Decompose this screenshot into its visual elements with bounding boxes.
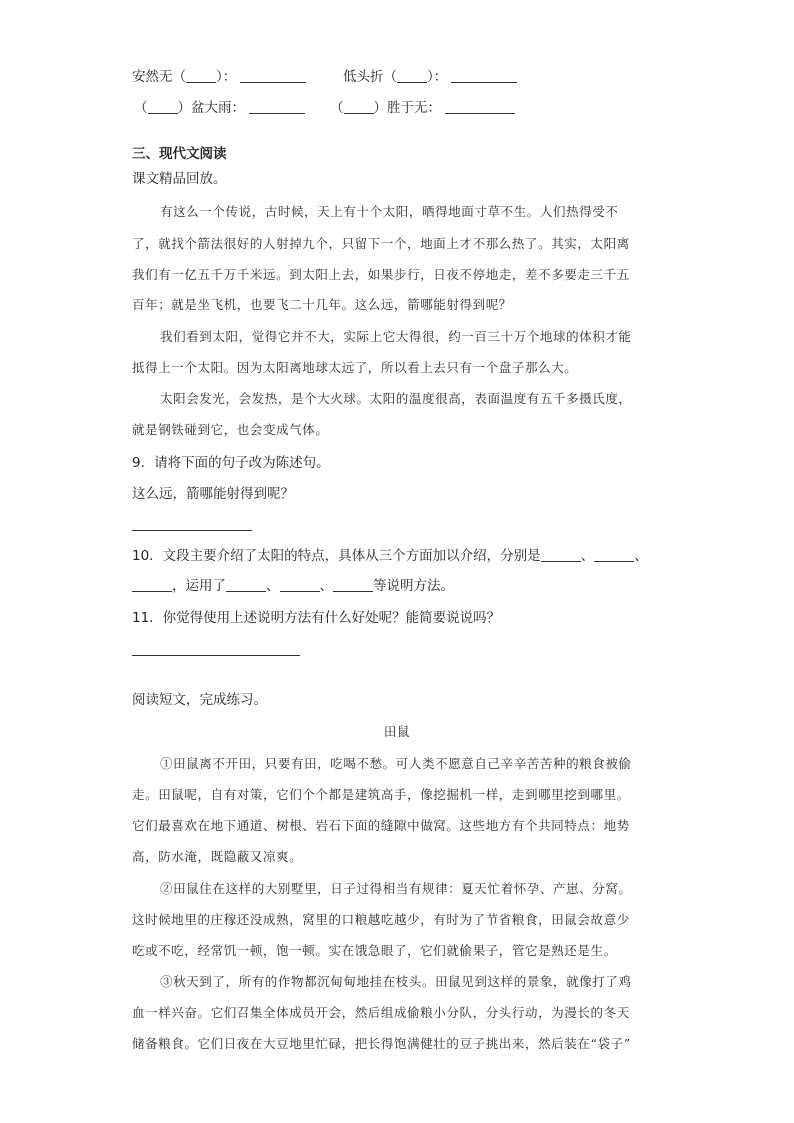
meaning-blank[interactable] — [249, 99, 305, 114]
separator: 、 — [580, 548, 595, 564]
meaning-blank[interactable] — [451, 68, 517, 83]
passage-line: 血一样兴奋。它们召集全体成员开会，然后组成偷粮小分队，分头行动，为漫长的冬天 — [132, 1005, 630, 1020]
passage-line: ①田鼠离不开田，只要有田，吃喝不愁。可人类不愿意自己辛辛苦苦种的粮食被偷 — [160, 756, 632, 771]
question-9-sentence: 这么远，箭哪能射得到呢？ — [132, 486, 294, 502]
question-text: ，运用了 — [172, 578, 226, 594]
passage-line: 我们看到太阳，觉得它并不大，实际上它大得很，约一百三十万个地球的体积才能 — [160, 329, 632, 344]
method-blank-1[interactable] — [226, 577, 266, 592]
question-10-line-1 — [132, 547, 648, 565]
passage-line: 百年；就是坐飞机，也要飞二十几年。这么远，箭哪能射得到呢？ — [132, 297, 512, 312]
passage-line: 我们有一亿五千万千米远。到太阳上去，如果步行，日夜不停地走，差不多要走三千五 — [132, 267, 630, 282]
separator: 、 — [266, 578, 280, 594]
passage-line: 储备粮食。它们日夜在大豆地里忙碌，把长得饱满健壮的豆子挑出来，然后装在“袋子” — [132, 1036, 631, 1051]
passage-line: 高，防水淹，既隐蔽又凉爽。 — [132, 849, 303, 864]
method-blank-2[interactable] — [280, 577, 320, 592]
question-11: 11．你觉得使用上述说明方法有什么好处呢？能简要说说吗？ — [132, 610, 501, 626]
idiom-text: （ — [330, 100, 344, 116]
idiom-text: 低头折（ — [343, 69, 397, 85]
answer-line-9[interactable] — [132, 530, 252, 531]
passage-line: 它们最喜欢在地下通道、树根、岩石下面的缝隙中做窝。这些地方有个共同特点：地势 — [132, 818, 630, 833]
section-intro: 课文精品回放。 — [132, 171, 227, 187]
char-blank[interactable] — [344, 99, 374, 114]
passage-line: 了，就找个箭法很好的人射掉九个，只留下一个，地面上才不那么热了。其实，太阳离 — [132, 236, 630, 251]
passage-line: 就是钢铁碰到它，也会变成气体。 — [132, 422, 329, 437]
passage-line: 抵得上一个太阳。因为太阳离地球太远了，所以看上去只有一个盘子那么大。 — [132, 360, 578, 375]
question-text: 等说明方法。 — [373, 578, 454, 594]
idiom-item-2 — [343, 68, 517, 86]
idiom-item-4 — [330, 99, 515, 117]
idiom-text: ）： — [427, 69, 448, 85]
passage-title: 田鼠 — [383, 724, 411, 739]
idiom-text: ）胜于无： — [373, 100, 441, 116]
separator: 、 — [634, 548, 648, 564]
section-heading: 三、现代文阅读 — [132, 146, 227, 162]
question-text: 10．文段主要介绍了太阳的特点，具体从三个方面加以介绍，分别是 — [132, 548, 541, 564]
feature-blank-2[interactable] — [594, 547, 634, 562]
reading-intro: 阅读短文，完成练习。 — [132, 692, 267, 708]
idiom-text: 安然无（ — [132, 69, 186, 85]
char-blank[interactable] — [186, 68, 216, 83]
meaning-blank[interactable] — [240, 68, 306, 83]
question-10-line-2 — [132, 577, 454, 595]
passage-line: ③秋天到了，所有的作物都沉甸甸地挂在枝头。田鼠见到这样的景象，就像打了鸡 — [160, 974, 632, 989]
passage-line: 太阳会发光，会发热，是个大火球。太阳的温度很高，表面温度有五千多摄氏度， — [160, 391, 632, 406]
idiom-text: ）盆大雨： — [177, 100, 245, 116]
char-blank[interactable] — [397, 68, 427, 83]
passage-line: 有这么一个传说，古时候，天上有十个太阳，晒得地面寸草不生。人们热得受不 — [160, 204, 619, 219]
idiom-text: （ — [134, 100, 148, 116]
idiom-item-3 — [134, 99, 305, 117]
char-blank[interactable] — [148, 99, 178, 114]
method-blank-3[interactable] — [333, 577, 373, 592]
idiom-text: ）： — [216, 69, 237, 85]
passage-line: ②田鼠住在这样的大别墅里，日子过得相当有规律：夏天忙着怀孕、产崽、分窝。 — [160, 881, 632, 896]
feature-blank-1[interactable] — [541, 547, 581, 562]
question-9: 9．请将下面的句子改为陈述句。 — [132, 455, 330, 471]
idiom-item-1 — [132, 68, 306, 86]
passage-line: 吃或不吃，经常饥一顿，饱一顿。实在饿急眼了，它们就偷果子，管它是熟还是生。 — [132, 943, 617, 958]
feature-blank-3[interactable] — [132, 577, 172, 592]
answer-line-11[interactable] — [132, 655, 300, 656]
passage-line: 这时候地里的庄稼还没成熟，窝里的口粮越吃越少，有时为了节省粮食，田鼠会故意少 — [132, 912, 630, 927]
separator: 、 — [319, 578, 333, 594]
meaning-blank[interactable] — [445, 99, 515, 114]
passage-line: 走。田鼠呢，自有对策，它们个个都是建筑高手，像挖掘机一样，走到哪里挖到哪里。 — [132, 787, 630, 802]
